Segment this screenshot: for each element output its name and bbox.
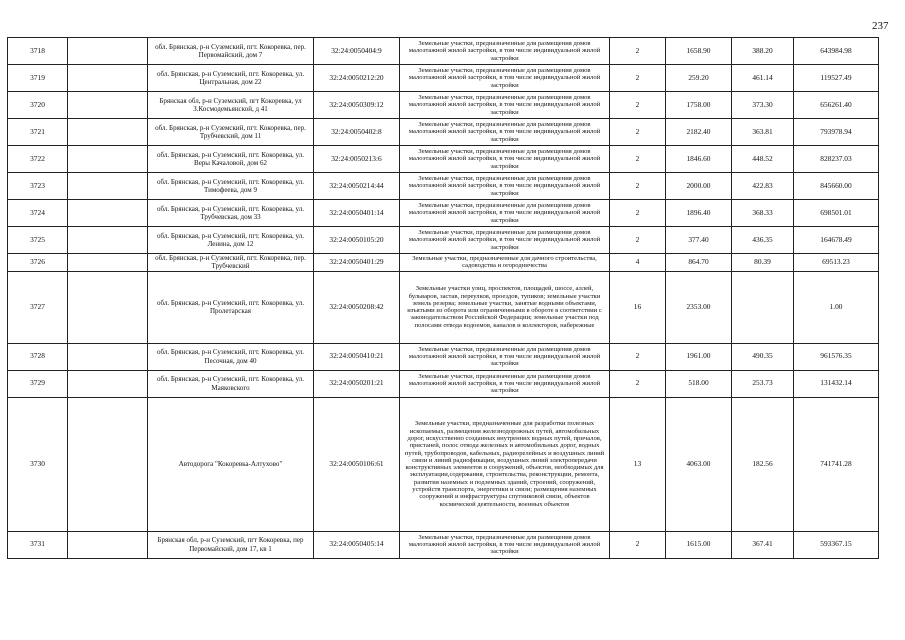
empty-cell xyxy=(68,92,148,119)
table-row xyxy=(8,146,879,173)
group-cell: 2 xyxy=(610,173,666,200)
empty-cell xyxy=(68,397,148,531)
table-row xyxy=(8,119,879,146)
row-number-cell: 3718 xyxy=(8,38,68,65)
cadastral-value-table xyxy=(7,37,879,559)
cadastral-value-cell: 741741.28 xyxy=(794,397,879,531)
empty-cell xyxy=(68,119,148,146)
land-use-cell: Земельные участки, предназначенные для размещения домов малоэтажной жилой застройки, в том числе индивидуальной жилой застройки xyxy=(400,370,610,397)
row-number-cell: 3721 xyxy=(8,119,68,146)
area-cell: 1658.90 xyxy=(666,38,732,65)
land-use-cell: Земельные участки, предназначенные для размещения домов малоэтажной жилой застройки, в том числе индивидуальной жилой застройки xyxy=(400,343,610,370)
cadastral-value-cell: 1.00 xyxy=(794,271,879,343)
cadastral-number-cell: 32:24:0050404:9 xyxy=(314,38,400,65)
land-use-cell: Земельные участки, предназначенные для размещения домов малоэтажной жилой застройки, в том числе индивидуальной жилой застройки xyxy=(400,92,610,119)
specific-value-cell: 422.83 xyxy=(732,173,794,200)
cadastral-number-cell: 32:24:0050405:14 xyxy=(314,531,400,558)
address-cell: Автодорога "Кокоревка-Алтухово" xyxy=(148,397,314,531)
area-cell: 377.40 xyxy=(666,227,732,254)
cadastral-number-cell: 32:24:0050208:42 xyxy=(314,271,400,343)
cadastral-number-cell: 32:24:0050106:61 xyxy=(314,397,400,531)
cadastral-number-cell: 32:24:0050401:29 xyxy=(314,254,400,272)
row-number-cell: 3730 xyxy=(8,397,68,531)
specific-value-cell: 490.35 xyxy=(732,343,794,370)
cadastral-number-cell: 32:24:0050309:12 xyxy=(314,92,400,119)
area-cell: 864.70 xyxy=(666,254,732,272)
address-cell: обл. Брянская, р-н Суземский, пгт. Кокоревка, ул. Ленина, дом 12 xyxy=(148,227,314,254)
group-cell: 2 xyxy=(610,146,666,173)
land-use-cell: Земельные участки, предназначенные для размещения домов малоэтажной жилой застройки, в том числе индивидуальной жилой застройки xyxy=(400,200,610,227)
cadastral-value-cell: 164678.49 xyxy=(794,227,879,254)
cadastral-number-cell: 32:24:0050401:14 xyxy=(314,200,400,227)
cadastral-value-cell: 656261.40 xyxy=(794,92,879,119)
address-cell: обл. Брянская, р-н Суземский, пгт. Кокоревка, ул. Пролетарская xyxy=(148,271,314,343)
area-cell: 1615.00 xyxy=(666,531,732,558)
address-cell: обл. Брянская, р-н Суземский, пгт. Кокоревка, ул. Трубчевская, дом 33 xyxy=(148,200,314,227)
table-row xyxy=(8,227,879,254)
row-number-cell: 3727 xyxy=(8,271,68,343)
table-row xyxy=(8,531,879,558)
specific-value-cell xyxy=(732,271,794,343)
empty-cell xyxy=(68,227,148,254)
area-cell: 2353.00 xyxy=(666,271,732,343)
land-use-cell: Земельные участки, предназначенные для размещения домов малоэтажной жилой застройки, в том числе индивидуальной жилой застройки xyxy=(400,227,610,254)
cadastral-value-cell: 131432.14 xyxy=(794,370,879,397)
cadastral-value-cell: 69513.23 xyxy=(794,254,879,272)
cadastral-value-cell: 698501.01 xyxy=(794,200,879,227)
area-cell: 2000.00 xyxy=(666,173,732,200)
land-use-cell: Земельные участки, предназначенные для дачного строительства, садоводства и огородничества xyxy=(400,254,610,272)
area-cell: 2182.40 xyxy=(666,119,732,146)
address-cell: обл. Брянская, р-н Суземский, пгт. Кокоревка, ул. Центральная, дом 22 xyxy=(148,65,314,92)
cadastral-value-cell: 643984.98 xyxy=(794,38,879,65)
row-number-cell: 3729 xyxy=(8,370,68,397)
land-use-cell: Земельные участки улиц, проспектов, площадей, шоссе, аллей, бульваров, застав, переулков, проездов, тупиков; земельные участки земель резерва; земельные участки, занятые водными объектами, изъятыми из оборота или ограниченными в обороте в соответствии с законодательством Российской Федерации; земельные участки под полосами отвода водоемов, каналов и коллекторов, набережные xyxy=(400,271,610,343)
empty-cell xyxy=(68,65,148,92)
row-number-cell: 3728 xyxy=(8,343,68,370)
cadastral-value-cell: 845660.00 xyxy=(794,173,879,200)
land-use-cell: Земельные участки, предназначенные для размещения домов малоэтажной жилой застройки, в том числе индивидуальной жилой застройки xyxy=(400,173,610,200)
row-number-cell: 3725 xyxy=(8,227,68,254)
group-cell: 16 xyxy=(610,271,666,343)
land-use-cell: Земельные участки, предназначенные для размещения домов малоэтажной жилой застройки, в том числе индивидуальной жилой застройки xyxy=(400,119,610,146)
group-cell: 2 xyxy=(610,119,666,146)
cadastral-number-cell: 32:24:0050402:8 xyxy=(314,119,400,146)
empty-cell xyxy=(68,531,148,558)
specific-value-cell: 182.56 xyxy=(732,397,794,531)
row-number-cell: 3724 xyxy=(8,200,68,227)
row-number-cell: 3722 xyxy=(8,146,68,173)
table-row xyxy=(8,271,879,343)
empty-cell xyxy=(68,173,148,200)
address-cell: обл. Брянская, р-н Суземский, пгт. Кокоревка, пер. Трубчевский, дом 11 xyxy=(148,119,314,146)
row-number-cell: 3731 xyxy=(8,531,68,558)
land-use-cell: Земельные участки, предназначенные для размещения домов малоэтажной жилой застройки, в том числе индивидуальной жилой застройки xyxy=(400,531,610,558)
specific-value-cell: 368.33 xyxy=(732,200,794,227)
cadastral-number-cell: 32:24:0050212:20 xyxy=(314,65,400,92)
table-row xyxy=(8,397,879,531)
land-use-cell: Земельные участки, предназначенные для разработки полезных ископаемых, размещения железнодорожных путей, автомобильных дорог, искусственно созданных внутренних водных путей, причалов, пристаней, полос отвода железных и автомобильных дорог, водных путей, трубопроводов, кабельных, радиорелейных и воздушных линий связи и линий радиофикации, воздушных линий электропередачи конструктивных элементов и сооружений, объектов, необходимых для эксплуатации,содержания, строительства, реконструкции, ремонта, развития наземных и подземных зданий, строений, сооружений, устройств транспорта, энергетики и связи; размещения наземных сооружений и инфраструктуры спутниковой связи, объектов космической деятельности, военных объектов xyxy=(400,397,610,531)
area-cell: 1758.00 xyxy=(666,92,732,119)
table-row xyxy=(8,65,879,92)
area-cell: 4063.00 xyxy=(666,397,732,531)
group-cell: 4 xyxy=(610,254,666,272)
table-row xyxy=(8,370,879,397)
land-use-cell: Земельные участки, предназначенные для размещения домов малоэтажной жилой застройки, в том числе индивидуальной жилой застройки xyxy=(400,146,610,173)
empty-cell xyxy=(68,343,148,370)
group-cell: 2 xyxy=(610,227,666,254)
cadastral-value-cell: 793978.94 xyxy=(794,119,879,146)
table-row xyxy=(8,343,879,370)
cadastral-number-cell: 32:24:0050410:21 xyxy=(314,343,400,370)
cadastral-number-cell: 32:24:0050213:6 xyxy=(314,146,400,173)
address-cell: Брянская обл, р-н Суземский, пгт Кокоревка, пер Первомайский, дом 17, кв 1 xyxy=(148,531,314,558)
cadastral-value-cell: 119527.49 xyxy=(794,65,879,92)
land-use-cell: Земельные участки, предназначенные для размещения домов малоэтажной жилой застройки, в том числе индивидуальной жилой застройки xyxy=(400,38,610,65)
area-cell: 518.00 xyxy=(666,370,732,397)
address-cell: обл. Брянская, р-н Суземский, пгт. Кокоревка, пер. Трубчевский xyxy=(148,254,314,272)
specific-value-cell: 80.39 xyxy=(732,254,794,272)
group-cell: 2 xyxy=(610,65,666,92)
area-cell: 1961.00 xyxy=(666,343,732,370)
land-use-cell: Земельные участки, предназначенные для размещения домов малоэтажной жилой застройки, в том числе индивидуальной жилой застройки xyxy=(400,65,610,92)
group-cell: 2 xyxy=(610,370,666,397)
address-cell: Брянская обл, р-н Суземский, пгт Кокоревка, ул З.Космодемьянской, д 41 xyxy=(148,92,314,119)
group-cell: 2 xyxy=(610,343,666,370)
row-number-cell: 3720 xyxy=(8,92,68,119)
area-cell: 1846.60 xyxy=(666,146,732,173)
table-row xyxy=(8,200,879,227)
empty-cell xyxy=(68,146,148,173)
group-cell: 2 xyxy=(610,92,666,119)
table-row xyxy=(8,38,879,65)
specific-value-cell: 363.81 xyxy=(732,119,794,146)
specific-value-cell: 461.14 xyxy=(732,65,794,92)
empty-cell xyxy=(68,271,148,343)
table-row xyxy=(8,173,879,200)
specific-value-cell: 448.52 xyxy=(732,146,794,173)
specific-value-cell: 388.20 xyxy=(732,38,794,65)
cadastral-value-cell: 828237.03 xyxy=(794,146,879,173)
empty-cell xyxy=(68,254,148,272)
area-cell: 1896.40 xyxy=(666,200,732,227)
address-cell: обл. Брянская, р-н Суземский, пгт. Кокоревка, ул. Песочная, дом 40 xyxy=(148,343,314,370)
table-row xyxy=(8,254,879,272)
cadastral-number-cell: 32:24:0050214:44 xyxy=(314,173,400,200)
specific-value-cell: 373.30 xyxy=(732,92,794,119)
cadastral-number-cell: 32:24:0050201:21 xyxy=(314,370,400,397)
address-cell: обл. Брянская, р-н Суземский, пгт. Кокоревка, ул. Маяковского xyxy=(148,370,314,397)
row-number-cell: 3719 xyxy=(8,65,68,92)
table-row xyxy=(8,92,879,119)
specific-value-cell: 253.73 xyxy=(732,370,794,397)
row-number-cell: 3726 xyxy=(8,254,68,272)
group-cell: 2 xyxy=(610,200,666,227)
group-cell: 2 xyxy=(610,38,666,65)
address-cell: обл. Брянская, р-н Суземский, пгт. Кокоревка, ул. Веры Качаловой, дом 62 xyxy=(148,146,314,173)
specific-value-cell: 436.35 xyxy=(732,227,794,254)
cadastral-number-cell: 32:24:0050105:20 xyxy=(314,227,400,254)
empty-cell xyxy=(68,38,148,65)
row-number-cell: 3723 xyxy=(8,173,68,200)
address-cell: обл. Брянская, р-н Суземский, пгт. Кокоревка, пер. Первомайский, дом 7 xyxy=(148,38,314,65)
address-cell: обл. Брянская, р-н Суземский, пгт. Кокоревка, ул. Тимофеева, дом 9 xyxy=(148,173,314,200)
area-cell: 259.20 xyxy=(666,65,732,92)
group-cell: 13 xyxy=(610,397,666,531)
cadastral-value-cell: 961576.35 xyxy=(794,343,879,370)
empty-cell xyxy=(68,370,148,397)
cadastral-value-cell: 593367.15 xyxy=(794,531,879,558)
specific-value-cell: 367.41 xyxy=(732,531,794,558)
group-cell: 2 xyxy=(610,531,666,558)
page-number: 237 xyxy=(872,20,889,32)
empty-cell xyxy=(68,200,148,227)
